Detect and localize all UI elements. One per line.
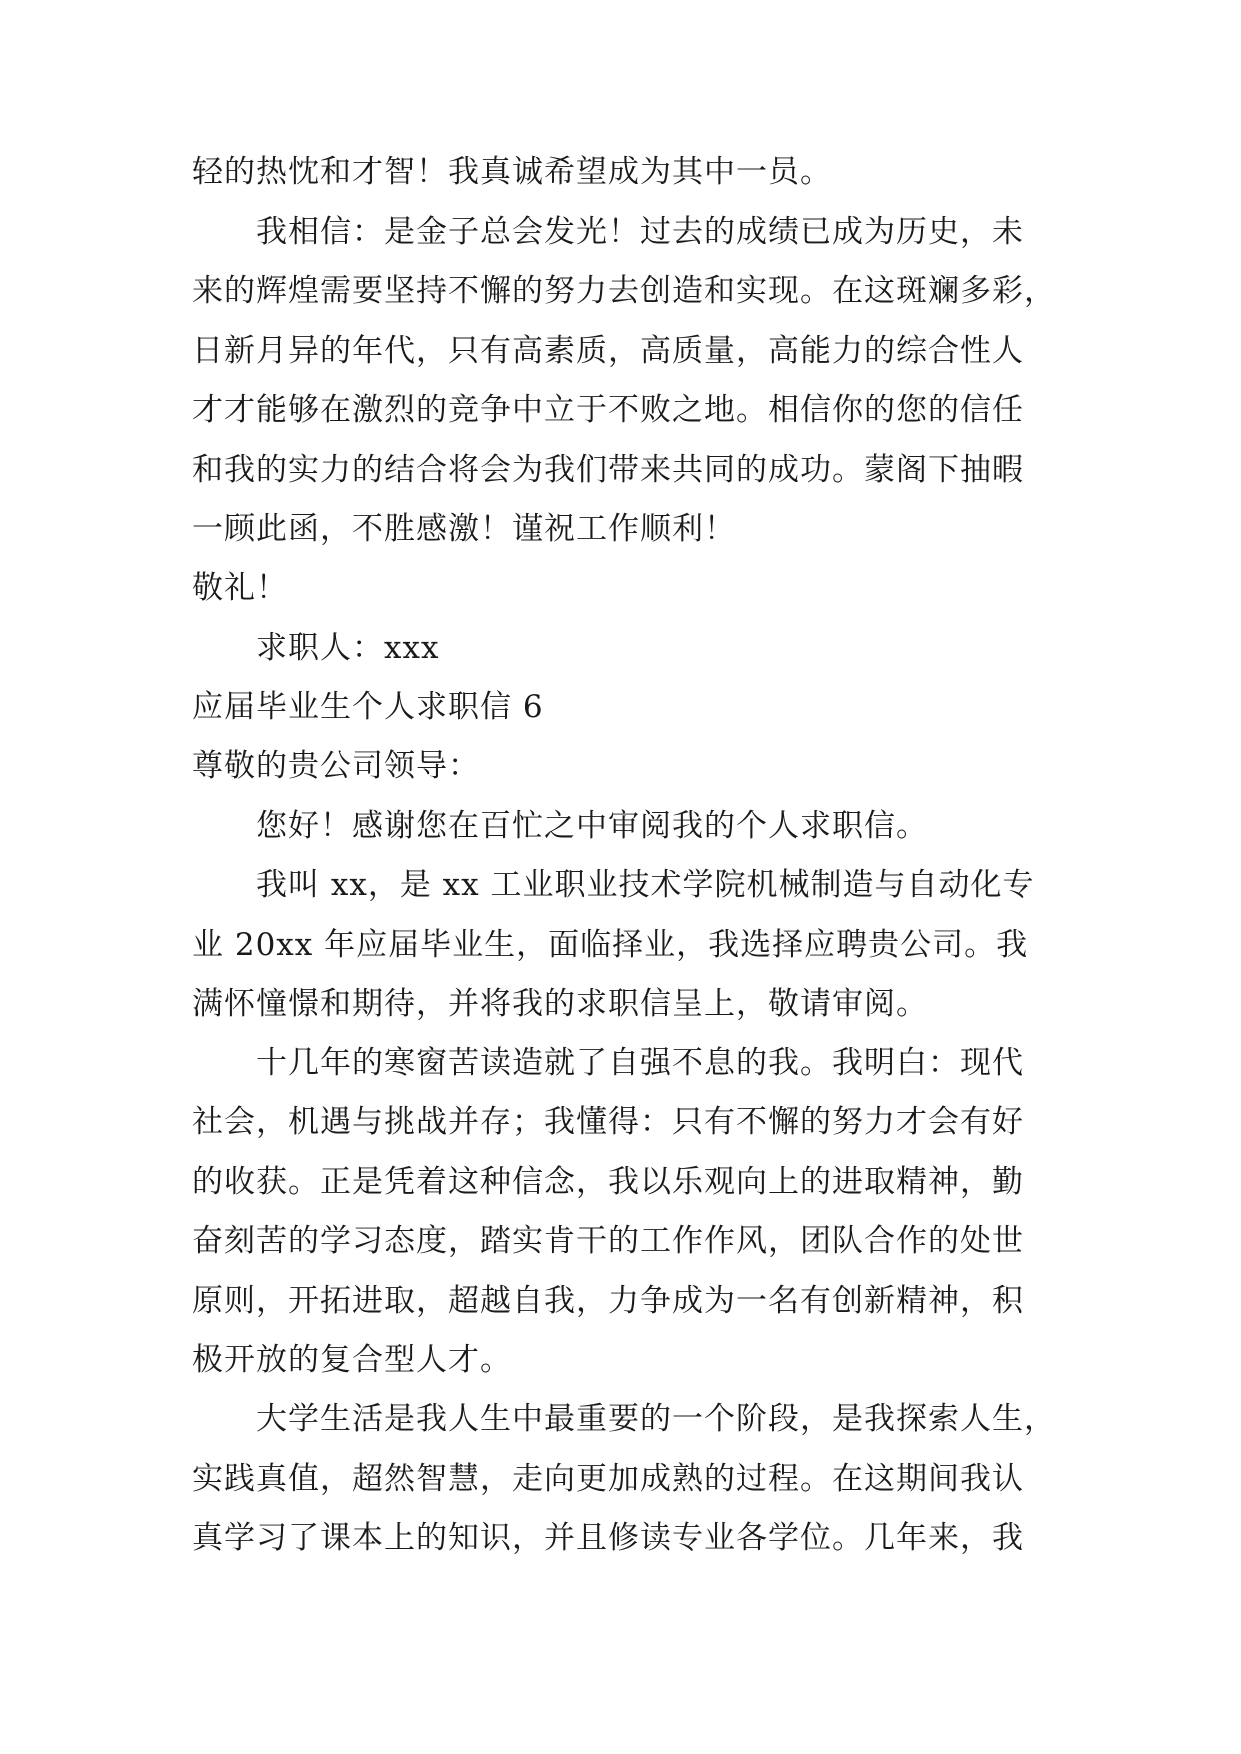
text-line: 才才能够在激烈的竞争中立于不败之地。相信你的您的信任: [192, 392, 1024, 428]
text-line: 我叫 xx，是 xx 工业职业技术学院机械制造与自动化专: [256, 867, 1035, 903]
text-line: 轻的热忱和才智！我真诚希望成为其中一员。: [192, 154, 832, 190]
text-line: 大学生活是我人生中最重要的一个阶段，是我探索人生，: [256, 1401, 1056, 1437]
text-line: 来的辉煌需要坚持不懈的努力去创造和实现。在这斑斓多彩，: [192, 273, 1056, 309]
signature-line: 求职人：xxx: [256, 630, 440, 666]
text-line: 的收获。正是凭着这种信念，我以乐观向上的进取精神，勤: [192, 1164, 1024, 1200]
text-line: 一顾此函，不胜感激！谨祝工作顺利！: [192, 511, 736, 547]
text-line: 真学习了课本上的知识，并且修读专业各学位。几年来，我: [192, 1520, 1024, 1556]
text-line: 原则，开拓进取，超越自我，力争成为一名有创新精神，积: [192, 1283, 1024, 1319]
text-line: 您好！感谢您在百忙之中审阅我的个人求职信。: [256, 808, 928, 844]
closing-salutation: 敬礼！: [192, 570, 288, 606]
greeting: 尊敬的贵公司领导：: [192, 748, 480, 784]
text-line: 我相信：是金子总会发光！过去的成绩已成为历史，未: [256, 214, 1024, 250]
section-title: 应届毕业生个人求职信 6: [192, 689, 544, 725]
text-line: 实践真值，超然智慧，走向更加成熟的过程。在这期间我认: [192, 1461, 1024, 1497]
text-line: 满怀憧憬和期待，并将我的求职信呈上，敬请审阅。: [192, 986, 928, 1022]
text-line: 极开放的复合型人才。: [192, 1342, 512, 1378]
text-line: 社会，机遇与挑战并存；我懂得：只有不懈的努力才会有好: [192, 1104, 1024, 1140]
text-line: 业 20xx 年应届毕业生，面临择业，我选择应聘贵公司。我: [192, 927, 1029, 963]
text-line: 奋刻苦的学习态度，踏实肯干的工作作风，团队合作的处世: [192, 1223, 1024, 1259]
text-line: 十几年的寒窗苦读造就了自强不息的我。我明白：现代: [256, 1045, 1024, 1081]
text-line: 和我的实力的结合将会为我们带来共同的成功。蒙阁下抽暇: [192, 452, 1024, 488]
text-line: 日新月异的年代，只有高素质，高质量，高能力的综合性人: [192, 333, 1024, 369]
